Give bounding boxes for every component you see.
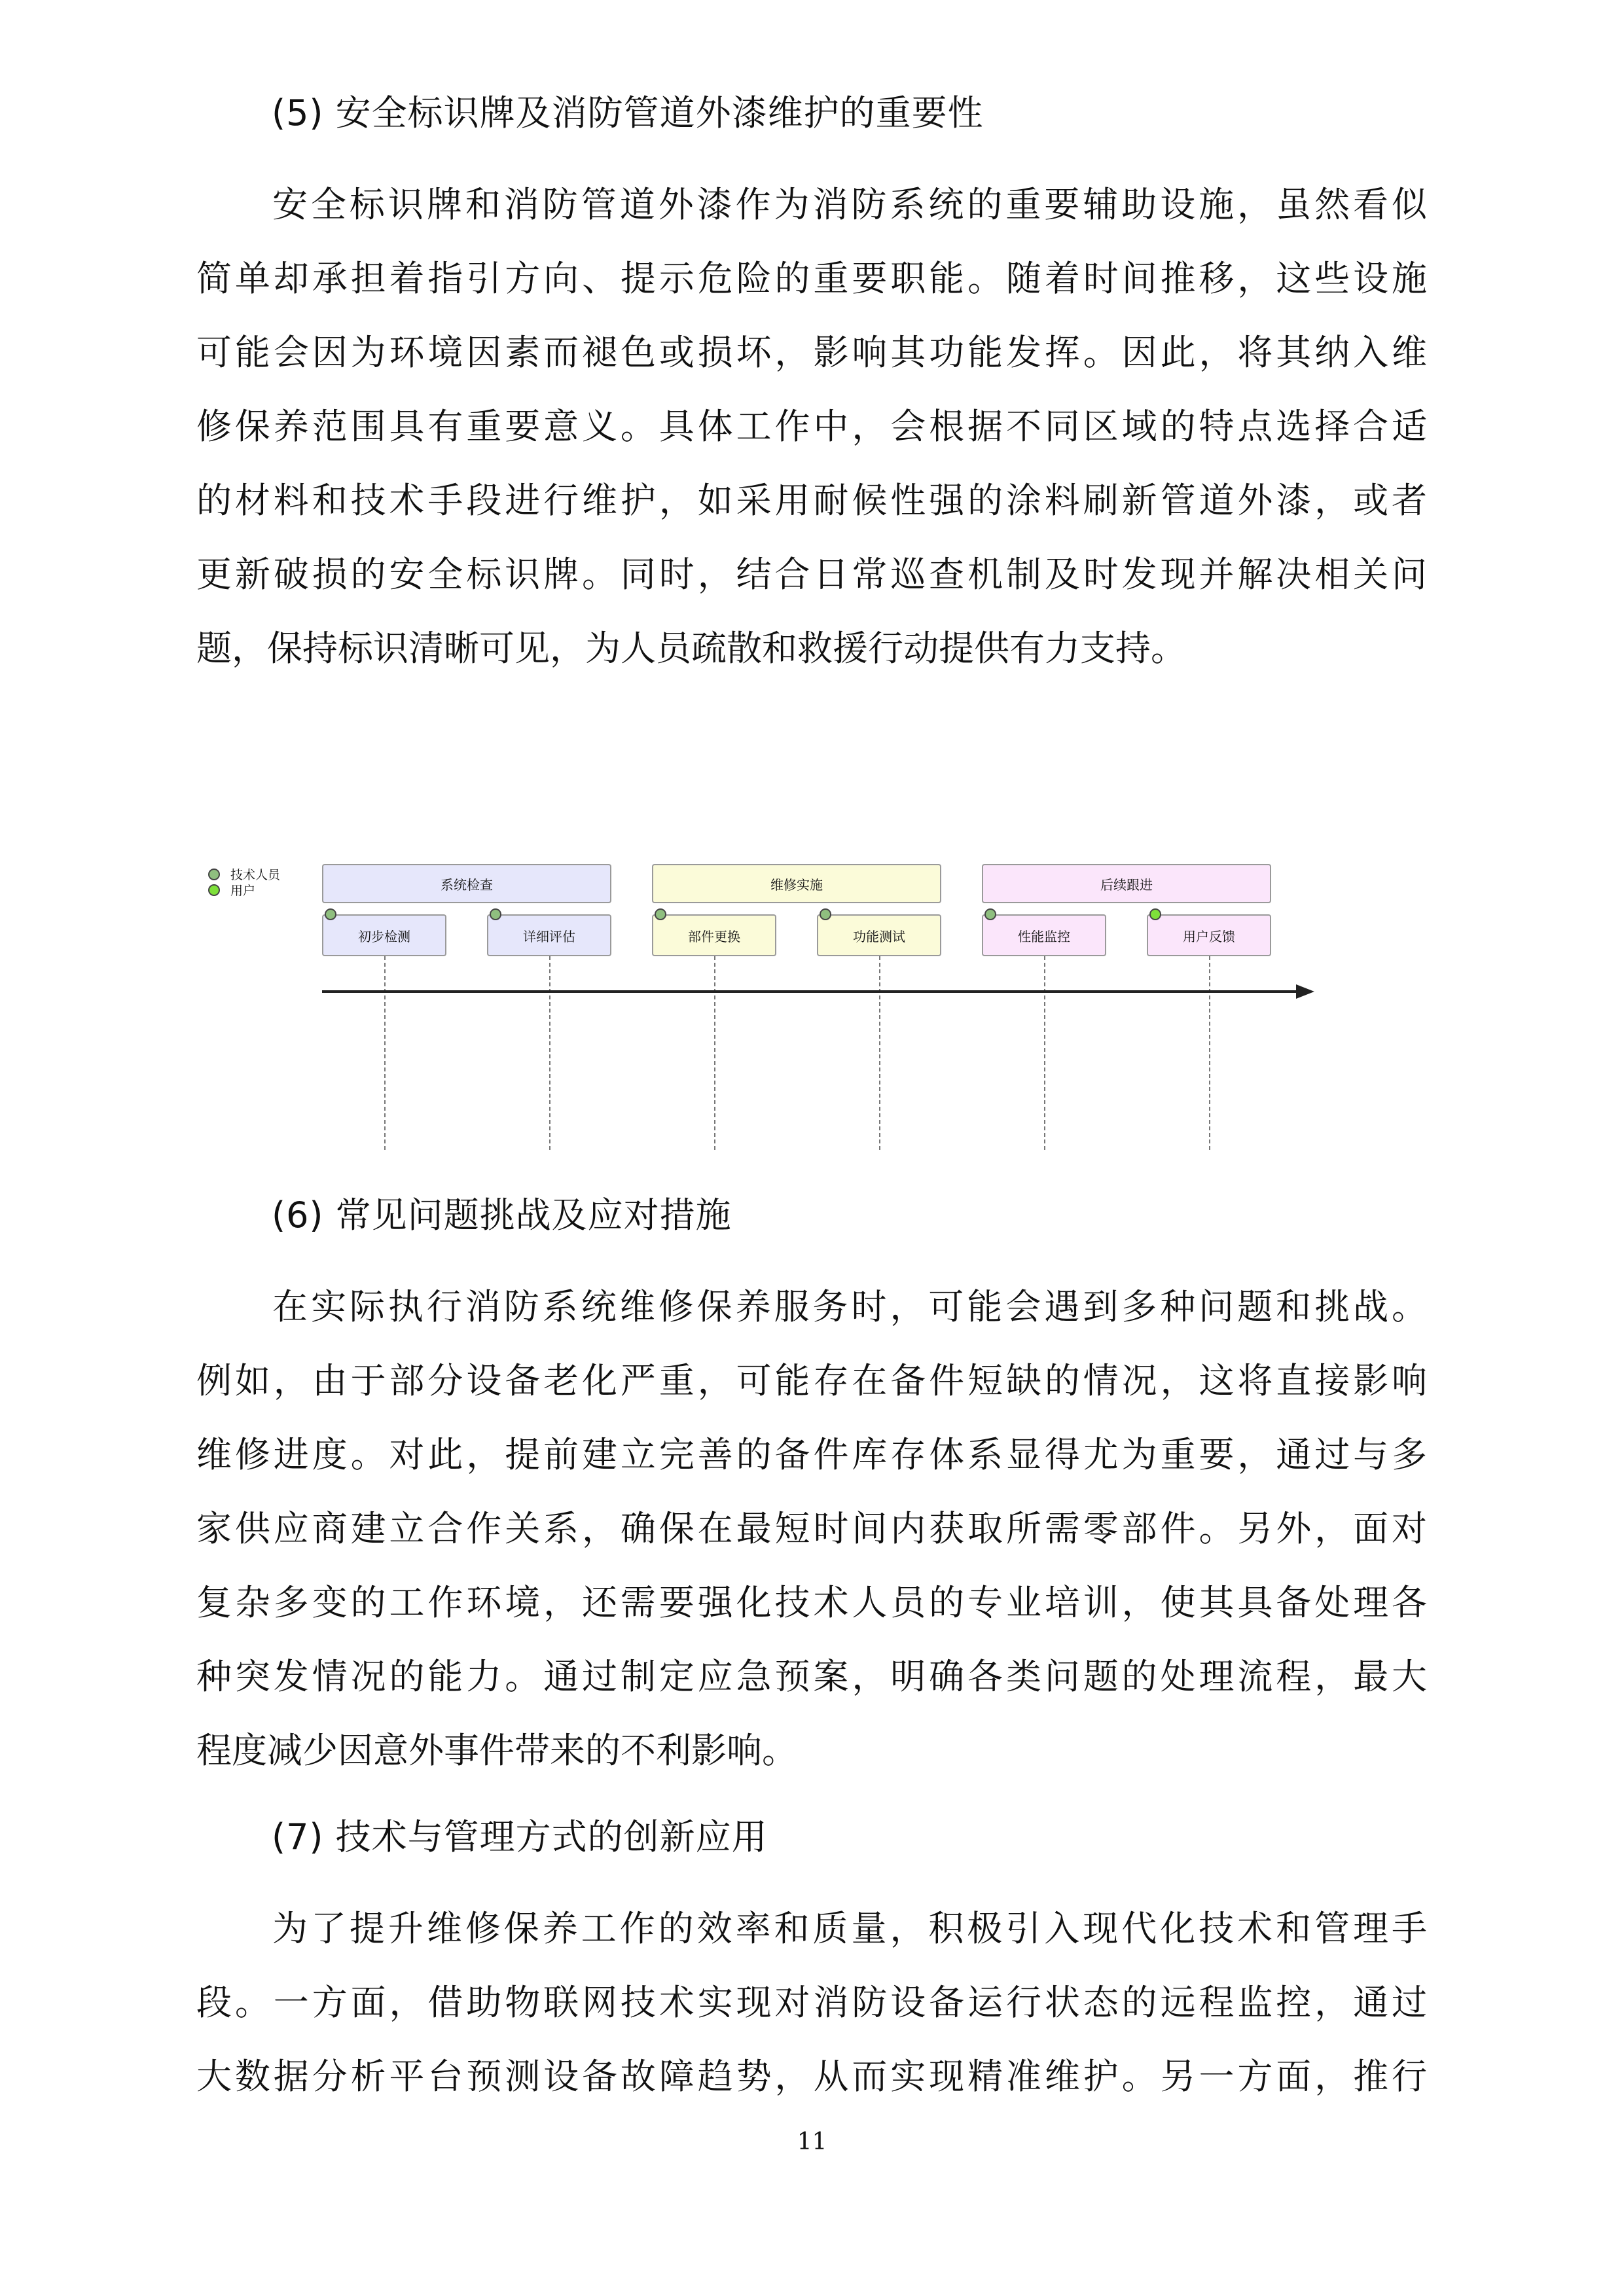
paragraph-line: 的材料和技术手段进行维护，如采用耐候性强的涂料刷新管道外漆，或者 [196,480,1427,521]
legend-label: 用户 [230,884,256,898]
phase-box: 系统检查 [322,864,611,903]
paragraph-section-7 [196,1892,1427,2113]
paragraph-line: 程度减少因意外事件带来的不利影响。 [196,1730,797,1771]
timeline-arrowhead [1296,984,1314,999]
page-number: 11 [797,2128,827,2155]
paragraph-line: 家供应商建立合作关系，确保在最短时间内获取所需零部件。另外，面对 [196,1508,1427,1549]
legend-item [208,881,255,899]
paragraph-line: 修保养范围具有重要意义。具体工作中，会根据不同区域的特点选择合适 [196,406,1427,447]
phase-box: 后续跟进 [982,864,1271,903]
paragraph-line: 例如，由于部分设备老化严重，可能存在备件短缺的情况，这将直接影响 [196,1360,1427,1401]
paragraph-line: 可能会因为环境因素而褪色或损坏，影响其功能发挥。因此，将其纳入维 [196,332,1427,373]
actor-dot [655,908,666,920]
paragraph-line: 安全标识牌和消防管道外漆作为消防系统的重要辅助设施，虽然看似 [272,184,1427,225]
actor-dot [1149,908,1161,920]
timeline-marker-line [879,956,880,1150]
actor-dot [984,908,996,920]
paragraph-line: 更新破损的安全标识牌。同时，结合日常巡查机制及时发现并解决相关问 [196,554,1427,595]
task-box: 部件更换 [652,914,776,956]
timeline-marker-line [384,956,386,1150]
legend-item [208,865,280,883]
paragraph-line: 段。一方面，借助物联网技术实现对消防设备运行状态的远程监控，通过 [196,1982,1427,2023]
actor-dot [325,908,336,920]
task-box: 性能监控 [982,914,1106,956]
heading-section-6: (6) 常见问题挑战及应对措施 [272,1194,732,1236]
task-box: 功能测试 [817,914,941,956]
paragraph-line: 种突发情况的能力。通过制定应急预案，明确各类问题的处理流程，最大 [196,1656,1427,1697]
paragraph-section-6 [196,1270,1427,1787]
paragraph-line: 简单却承担着指引方向、提示危险的重要职能。随着时间推移，这些设施 [196,258,1427,299]
actor-dot [490,908,501,920]
heading-section-5: (5) 安全标识牌及消防管道外漆维护的重要性 [272,92,984,134]
phase-box: 维修实施 [652,864,941,903]
task-box: 初步检测 [322,914,446,956]
paragraph-section-5 [196,168,1427,685]
actor-dot [820,908,831,920]
task-box: 详细评估 [487,914,611,956]
legend-label: 技术人员 [230,868,281,882]
maintenance-timeline-diagram [196,851,1348,1158]
paragraph-line: 大数据分析平台预测设备故障趋势，从而实现精准维护。另一方面，推行 [196,2056,1427,2097]
timeline-axis [322,990,1297,993]
paragraph-line: 为了提升维修保养工作的效率和质量，积极引入现代化技术和管理手 [272,1908,1427,1949]
heading-section-7: (7) 技术与管理方式的创新应用 [272,1816,768,1857]
paragraph-line: 题，保持标识清晰可见，为人员疏散和救援行动提供有力支持。 [196,628,1186,669]
timeline-marker-line [1209,956,1210,1150]
legend-dot [208,884,220,896]
task-box: 用户反馈 [1147,914,1271,956]
paragraph-line: 在实际执行消防系统维修保养服务时，可能会遇到多种问题和挑战。 [272,1286,1427,1327]
timeline-marker-line [714,956,715,1150]
paragraph-line: 维修进度。对此，提前建立完善的备件库存体系显得尤为重要，通过与多 [196,1434,1427,1475]
timeline-marker-line [549,956,550,1150]
timeline-marker-line [1044,956,1045,1150]
legend-dot [208,869,220,880]
paragraph-line: 复杂多变的工作环境，还需要强化技术人员的专业培训，使其具备处理各 [196,1582,1427,1623]
